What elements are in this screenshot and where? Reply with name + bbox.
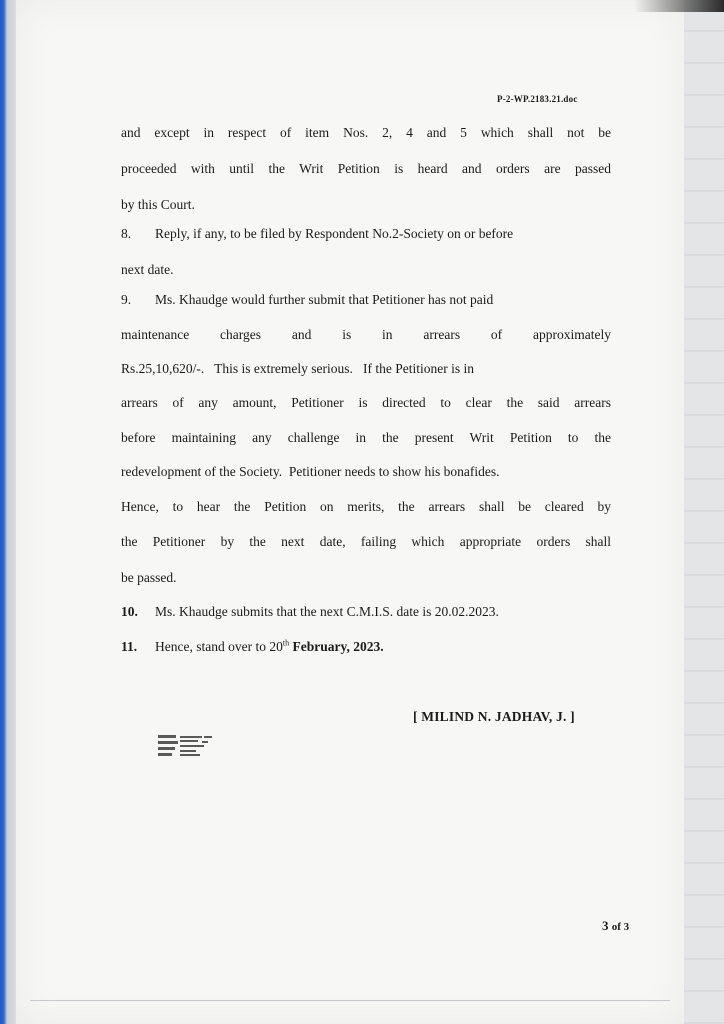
paragraph-10: [121, 603, 611, 621]
binding-edge: [0, 0, 16, 1024]
file-reference: P-2-WP.2183.21.doc: [497, 94, 578, 104]
text-line: Hence, stand over to 20: [155, 639, 283, 654]
text-line: the Petitioner by the next date, failing which appropriate orders shall: [121, 534, 611, 549]
text-line: Reply, if any, to be filed by Respondent No.2-Society on or before: [155, 226, 514, 241]
digital-signature-stamp: [158, 733, 228, 759]
paragraph-8: [121, 225, 611, 243]
paragraph-11: [121, 638, 611, 656]
underlying-page-strip: [684, 0, 724, 1024]
page-number: 3 of 3: [602, 918, 630, 933]
text-line: before maintaining any challenge in the present Writ Petition to the: [121, 430, 611, 445]
page-edge-line: [30, 1000, 670, 1001]
paragraph-number: 9.: [121, 292, 132, 307]
text-line: February, 2023.: [289, 639, 384, 654]
text-line: by this Court.: [121, 197, 195, 212]
text-line: Ms. Khaudge submits that the next C.M.I.S. date is 20.02.2023.: [155, 604, 499, 619]
text-line: redevelopment of the Society. Petitioner needs to show his bonafides.: [121, 464, 500, 479]
text-line: Ms. Khaudge would further submit that Petitioner has not paid: [155, 292, 494, 307]
text-line: arrears of any amount, Petitioner is directed to clear the said arrears: [121, 395, 611, 410]
text-line: and except in respect of item Nos. 2, 4 and 5 which shall not be: [121, 125, 611, 140]
scan-shadow: [634, 0, 724, 12]
text-line: maintenance charges and is in arrears of approximately: [121, 327, 611, 342]
paragraph-number: 8.: [121, 226, 132, 241]
paragraph-number: 10.: [121, 604, 138, 619]
paragraph-9: [121, 291, 611, 309]
text-line: next date.: [121, 262, 174, 277]
text-line: be passed.: [121, 570, 177, 585]
text-line: Rs.25,10,620/-. This is extremely serious. If the Petitioner is in: [121, 361, 474, 376]
paragraph-number: 11.: [121, 639, 138, 654]
text-line: proceeded with until the Writ Petition is heard and orders are passed: [121, 161, 611, 176]
ordinal-suffix: th: [282, 638, 290, 648]
text-line: Hence, to hear the Petition on merits, the arrears shall be cleared by: [121, 499, 611, 514]
judge-signature-line: [ MILIND N. JADHAV, J. ]: [413, 709, 575, 724]
